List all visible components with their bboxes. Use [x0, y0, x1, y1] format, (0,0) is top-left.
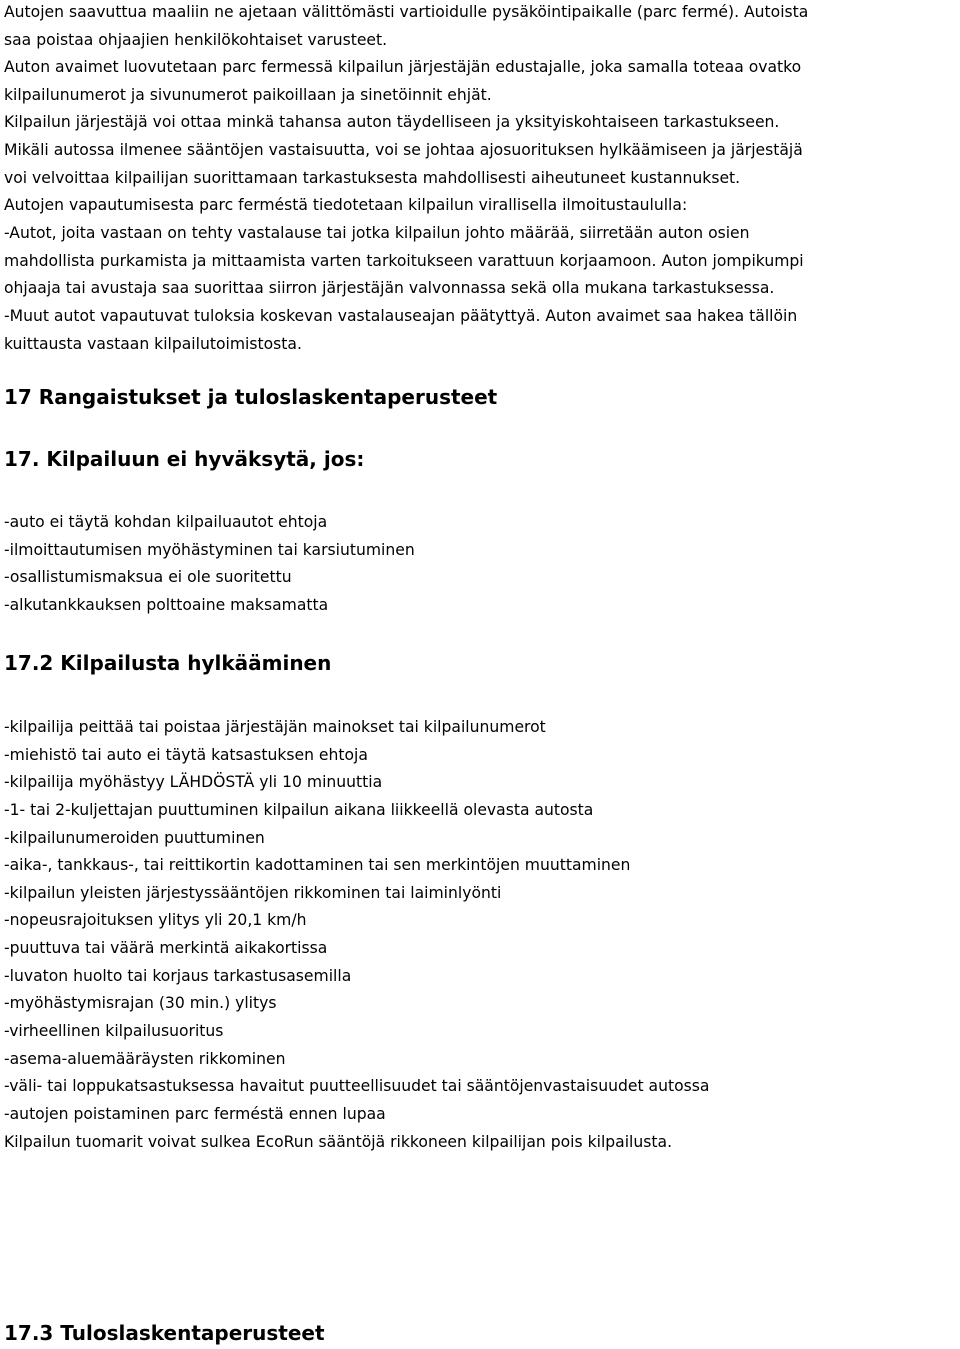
list-item: -ilmoittautumisen myöhästyminen tai karsiutuminen	[4, 541, 415, 559]
list-item: -puuttuva tai väärä merkintä aikakortissa	[4, 939, 328, 957]
list-item: -1- tai 2-kuljettajan puuttuminen kilpailun aikana liikkeellä olevasta autosta	[4, 801, 594, 819]
section-heading-17-3: 17.3 Tuloslaskentaperusteet	[4, 1321, 325, 1345]
section-heading-17-1: 17. Kilpailuun ei hyväksytä, jos:	[4, 447, 365, 471]
list-item: -osallistumismaksua ei ole suoritettu	[4, 568, 292, 586]
body-line: kilpailunumerot ja sivunumerot paikoillaan ja sinetöinnit ehjät.	[4, 86, 492, 104]
body-line: Autojen saavuttua maaliin ne ajetaan välittömästi vartioidulle pysäköintipaikalle (parc fermé). Autoista	[4, 3, 809, 21]
list-item: -kilpailija peittää tai poistaa järjestäjän mainokset tai kilpailunumerot	[4, 718, 546, 736]
body-line: saa poistaa ohjaajien henkilökohtaiset varusteet.	[4, 31, 388, 49]
body-line: Autojen vapautumisesta parc ferméstä tiedotetaan kilpailun virallisella ilmoitustaululla:	[4, 196, 688, 214]
list-item: -auto ei täytä kohdan kilpailuautot ehtoja	[4, 513, 328, 531]
body-line: -Muut autot vapautuvat tuloksia koskevan vastalauseajan päätyttyä. Auton avaimet saa hakea tällöin	[4, 307, 798, 325]
body-line: -Autot, joita vastaan on tehty vastalause tai jotka kilpailun johto määrää, siirretään auton osien	[4, 224, 750, 242]
list-item: -asema-aluemääräysten rikkominen	[4, 1050, 286, 1068]
body-line: kuittausta vastaan kilpailutoimistosta.	[4, 335, 302, 353]
list-item: -autojen poistaminen parc ferméstä ennen lupaa	[4, 1105, 386, 1123]
section-heading-17-2: 17.2 Kilpailusta hylkääminen	[4, 651, 332, 675]
list-item: -väli- tai loppukatsastuksessa havaitut puutteellisuudet tai sääntöjenvastaisuudet autossa	[4, 1077, 710, 1095]
body-line: Auton avaimet luovutetaan parc fermessä kilpailun järjestäjän edustajalle, joka samalla toteaa ovatko	[4, 58, 802, 76]
body-line: Mikäli autossa ilmenee sääntöjen vastaisuutta, voi se johtaa ajosuorituksen hylkäämiseen ja järjestäjä	[4, 141, 803, 159]
section-heading-17: 17 Rangaistukset ja tuloslaskentaperusteet	[4, 385, 498, 409]
list-item: -nopeusrajoituksen ylitys yli 20,1 km/h	[4, 911, 307, 929]
body-line: ohjaaja tai avustaja saa suorittaa siirron järjestäjän valvonnassa sekä olla mukana tarkastuksessa.	[4, 279, 775, 297]
list-item: -luvaton huolto tai korjaus tarkastusasemilla	[4, 967, 352, 985]
body-line: Kilpailun järjestäjä voi ottaa minkä tahansa auton täydelliseen ja yksityiskohtaiseen tarkastukseen.	[4, 113, 780, 131]
list-item: -kilpailunumeroiden puuttuminen	[4, 829, 265, 847]
list-item: -miehistö tai auto ei täytä katsastuksen ehtoja	[4, 746, 368, 764]
body-line: voi velvoittaa kilpailijan suorittamaan tarkastuksesta mahdollisesti aiheutuneet kustannukset.	[4, 169, 741, 187]
list-item: -myöhästymisrajan (30 min.) ylitys	[4, 994, 277, 1012]
list-item: -alkutankkauksen polttoaine maksamatta	[4, 596, 329, 614]
closing-note: Kilpailun tuomarit voivat sulkea EcoRun sääntöjä rikkoneen kilpailijan pois kilpailusta.	[4, 1133, 673, 1151]
list-item: -virheellinen kilpailusuoritus	[4, 1022, 224, 1040]
list-item: -kilpailun yleisten järjestyssääntöjen rikkominen tai laiminlyönti	[4, 884, 502, 902]
list-item: -aika-, tankkaus-, tai reittikortin kadottaminen tai sen merkintöjen muuttaminen	[4, 856, 631, 874]
body-line: mahdollista purkamista ja mittaamista varten tarkoitukseen varattuun korjaamoon. Auton jompikumpi	[4, 252, 804, 270]
list-item: -kilpailija myöhästyy LÄHDÖSTÄ yli 10 minuuttia	[4, 773, 383, 791]
